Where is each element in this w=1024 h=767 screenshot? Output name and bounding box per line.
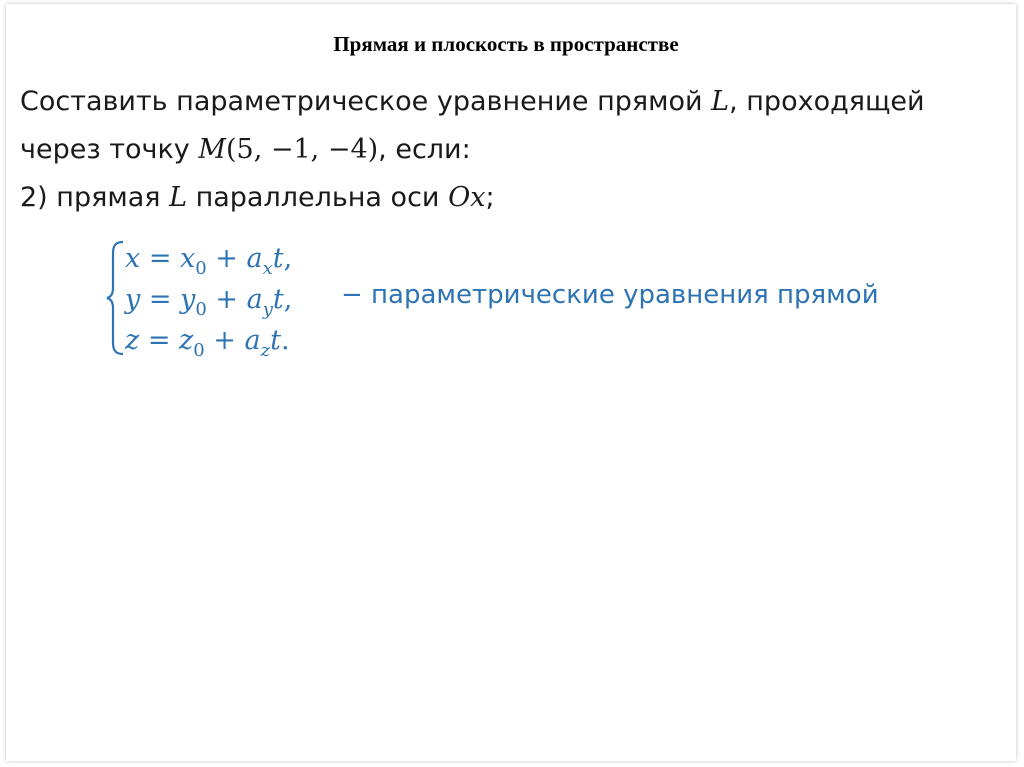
problem-line-2 <box>20 126 1000 174</box>
parametric-system <box>105 238 985 363</box>
problem-text: Составить параметрическое уравнение прямой <box>20 86 712 117</box>
problem-line-1 <box>20 78 1000 126</box>
problem-text: параллельна оси <box>187 182 449 213</box>
problem-line-3 <box>20 174 1000 222</box>
line-variable: L <box>711 86 730 117</box>
problem-text: ; <box>485 182 495 213</box>
system-description: − параметрические уравнения прямой <box>341 280 879 310</box>
line-variable: L <box>169 182 188 213</box>
slide-title: Прямая и плоскость в пространстве <box>333 32 679 56</box>
curly-brace-icon <box>105 240 127 356</box>
problem-statement <box>20 78 1000 222</box>
equation-y: $y = y_0 + a_yt$, <box>125 284 293 320</box>
equation-x: $x = x_0 + a_xt$, <box>125 243 293 279</box>
equations <box>125 238 292 361</box>
problem-text: , проходящей <box>729 86 925 117</box>
problem-text: через точку <box>20 134 199 165</box>
axis-name: Ox <box>448 182 486 213</box>
problem-text: 2) прямая <box>20 182 170 213</box>
equation-z: $z = z_0 + a_zt$. <box>125 325 290 361</box>
point-name: M <box>198 134 226 165</box>
problem-text: , если: <box>378 134 471 165</box>
point-coordinates: (5, −1, −4) <box>225 134 379 165</box>
